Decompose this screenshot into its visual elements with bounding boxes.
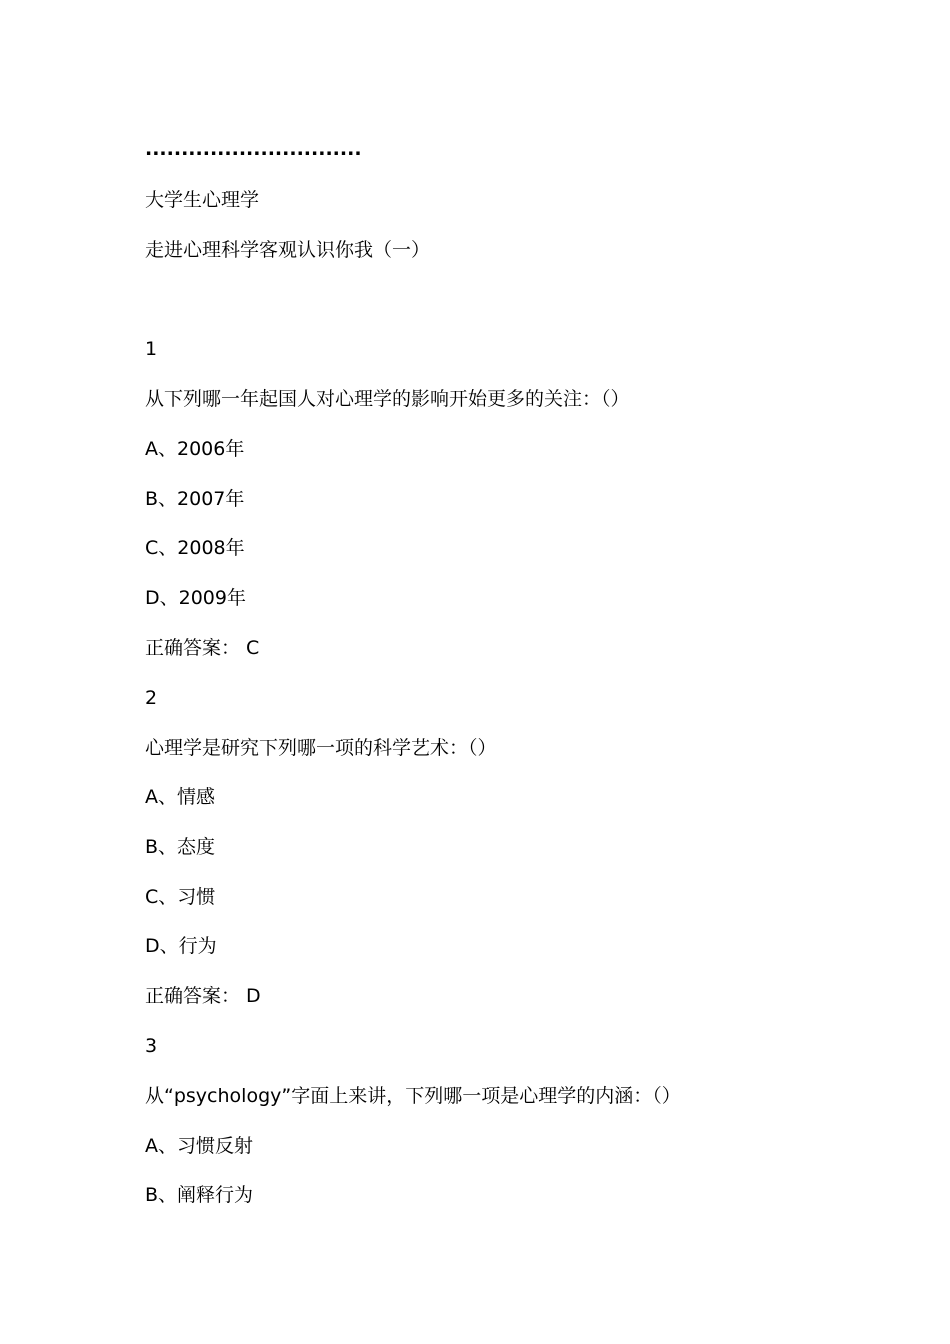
course-title: 大学生心理学 [145,189,260,211]
option-c: C、2008年 [145,537,245,559]
option-b: B、阐释行为 [145,1184,254,1206]
question-number: 3 [145,1035,158,1057]
chapter-title: 走进心理科学客观认识你我（一） [145,239,431,261]
option-b: B、2007年 [145,488,245,510]
option-c: C、习惯 [145,886,216,908]
question-text: 心理学是研究下列哪一项的科学艺术：（） [145,737,497,759]
question-number: 1 [145,338,158,360]
option-a: A、习惯反射 [145,1135,253,1157]
option-d: D、行为 [145,935,217,957]
question-text: 从“psychology”字面上来讲，下列哪一项是心理学的内涵：（） [145,1085,681,1107]
question-text: 从下列哪一年起国人对心理学的影响开始更多的关注：（） [145,388,630,410]
dotted-separator: .............................. [145,138,362,160]
option-b: B、态度 [145,836,216,858]
correct-answer: 正确答案： D [145,985,261,1007]
question-number: 2 [145,687,158,709]
option-d: D、2009年 [145,587,246,609]
correct-answer: 正确答案： C [145,637,260,659]
option-a: A、情感 [145,786,215,808]
option-a: A、2006年 [145,438,245,460]
